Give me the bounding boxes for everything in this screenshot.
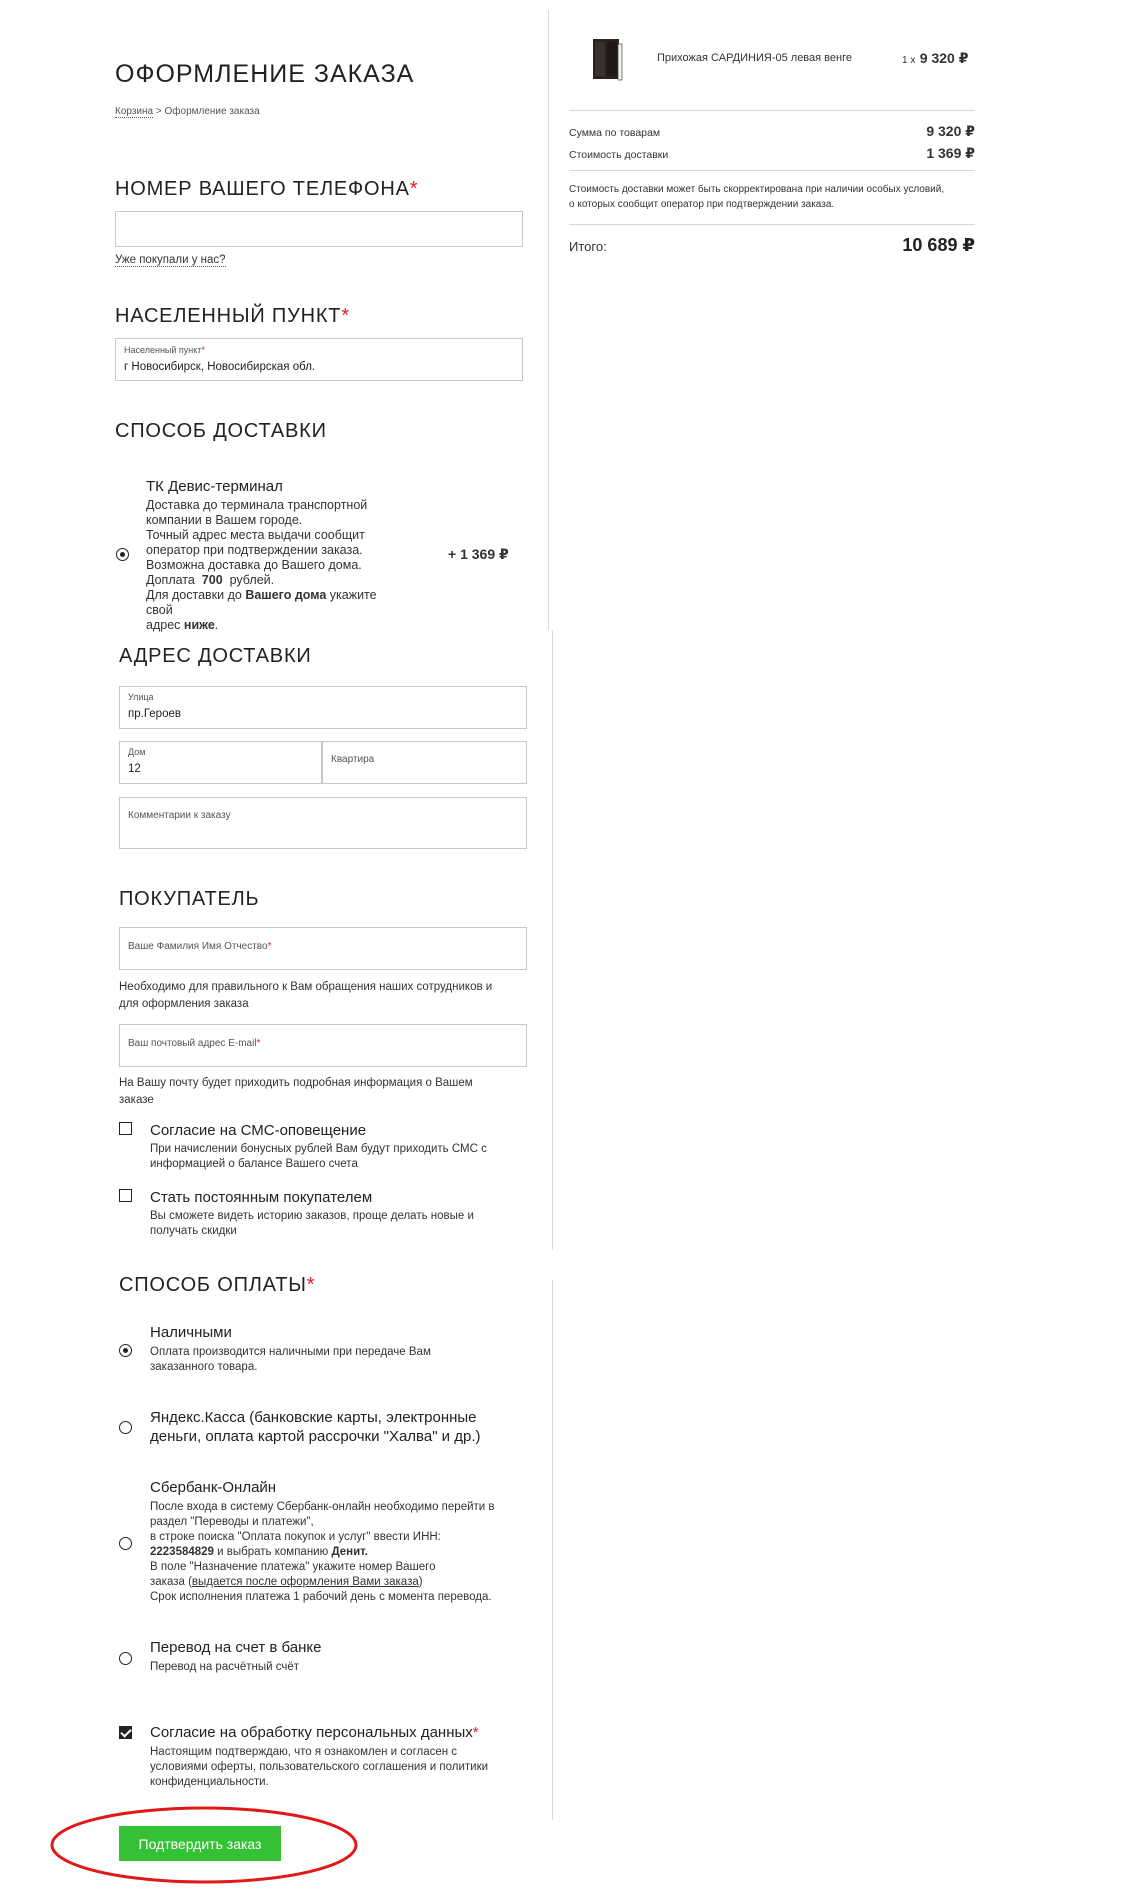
flat-label: Квартира	[331, 754, 375, 765]
required-mark: *	[341, 305, 350, 327]
flat-input[interactable]	[322, 741, 527, 784]
summary-divider	[569, 110, 975, 111]
sber-order-link[interactable]: выдается после оформления Вами заказа	[191, 1576, 419, 1588]
delivery-radio[interactable]	[116, 548, 129, 561]
city-heading	[115, 305, 350, 328]
summary-divider	[569, 224, 975, 225]
consent-desc: Настоящим подтверждаю, что я ознакомлен и согласен с условиями оферты, пользовательского соглашения и политики конфиденциальности.	[150, 1746, 489, 1788]
already-bought-text[interactable]: Уже покупали у нас?	[115, 254, 226, 266]
payment-yandex-radio[interactable]	[119, 1421, 132, 1434]
comment-input[interactable]	[119, 797, 527, 849]
payment-bank-title: Перевод на счет в банке	[150, 1639, 322, 1656]
city-field-label: Населенный пункт*	[124, 345, 205, 355]
cart-item-price: 9 320 ₽	[919, 50, 969, 66]
goods-sum-label: Сумма по товарам	[569, 127, 661, 139]
highlight-ellipse	[48, 1804, 360, 1886]
summary-divider	[569, 170, 975, 171]
delivery-cost-value: 1 369 ₽	[926, 145, 975, 161]
phone-heading-text: НОМЕР ВАШЕГО ТЕЛЕФОНА	[115, 178, 410, 200]
payment-sber-desc: После входа в систему Сбербанк-онлайн необходимо перейти в раздел "Переводы и платежи", в строке поиска "Оплата покупок и услуг" ввести ИНН: 2223584829 и выбрать компанию Денит. В поле "Назначение платежа" укажите номер Вашего заказа (выдается после оформления Вами заказа) Срок исполнения платежа 1 рабочий день с момента перевода.	[150, 1501, 495, 1603]
payment-sber-radio[interactable]	[119, 1537, 132, 1550]
street-value: пр.Героев	[128, 708, 181, 720]
city-heading-text: НАСЕЛЕННЫЙ ПУНКТ	[115, 305, 342, 327]
phone-input[interactable]	[115, 211, 523, 247]
city-input[interactable]	[115, 338, 523, 381]
payment-bank-radio[interactable]	[119, 1652, 132, 1665]
address-heading: АДРЕС ДОСТАВКИ	[119, 645, 312, 667]
delivery-cost-label: Стоимость доставки	[569, 149, 669, 161]
house-input[interactable]	[119, 741, 322, 784]
already-bought-link[interactable]	[115, 254, 226, 266]
goods-sum-value: 9 320 ₽	[926, 123, 975, 139]
house-label: Дом	[128, 747, 146, 757]
cart-item-price-block	[902, 50, 968, 68]
sms-title: Согласие на СМС-оповещение	[150, 1122, 367, 1139]
cart-item-qty: 1 x	[902, 55, 916, 66]
cart-item-name: Прихожая САРДИНИЯ-05 левая венге	[657, 52, 852, 64]
fullname-label: Ваше Фамилия Имя Отчество*	[128, 941, 272, 952]
breadcrumb	[115, 106, 260, 117]
delivery-option-desc: Доставка до терминала транспортной компании в Вашем городе. Точный адрес места выдачи сообщит оператор при подтверждении заказа. Возможна доставка до Вашего дома. Доплата 700 рублей. Для доставки до Вашего дома укажите свой адрес ниже.	[146, 498, 377, 632]
breadcrumb-home-link[interactable]: Корзина	[115, 106, 154, 117]
product-thumbnail	[591, 38, 623, 82]
consent-checkbox[interactable]	[119, 1726, 132, 1739]
total-label: Итого:	[569, 239, 607, 254]
payment-yandex-title: Яндекс.Касса (банковские карты, электронные деньги, оплата картой рассрочки "Халва" и др.)	[150, 1409, 481, 1445]
regular-customer-desc: Вы сможете видеть историю заказов, проще делать новые и получать скидки	[150, 1210, 474, 1237]
confirm-order-button[interactable]: Подтвердить заказ	[119, 1826, 281, 1861]
payment-bank-desc: Перевод на расчётный счёт	[150, 1661, 300, 1673]
buyer-heading: ПОКУПАТЕЛЬ	[119, 888, 260, 910]
delivery-option-price: + 1 369 ₽	[448, 546, 509, 562]
street-label: Улица	[128, 692, 154, 702]
payment-sber-title: Сбербанк-Онлайн	[150, 1479, 277, 1496]
sms-checkbox[interactable]	[119, 1122, 132, 1135]
wardrobe-icon	[591, 38, 623, 82]
payment-heading	[119, 1274, 315, 1297]
required-mark: *	[306, 1274, 316, 1296]
fullname-input[interactable]	[119, 927, 527, 970]
regular-customer-checkbox[interactable]	[119, 1189, 132, 1202]
column-divider	[548, 10, 549, 630]
comment-label: Комментарии к заказу	[128, 810, 231, 821]
payment-cash-radio[interactable]	[119, 1344, 132, 1357]
email-label: Ваш почтовый адрес E-mail*	[128, 1038, 261, 1049]
delivery-option-devis[interactable]	[115, 470, 535, 632]
city-field-value: г Новосибирск, Новосибирская обл.	[124, 361, 316, 373]
sms-desc: При начислении бонусных рублей Вам будут приходить СМС с информацией о балансе Вашего счета	[150, 1143, 487, 1170]
email-hint: На Вашу почту будет приходить подробная информация о Вашем заказе	[119, 1077, 473, 1106]
payment-heading-text: СПОСОБ ОПЛАТЫ	[119, 1274, 307, 1296]
delivery-note: Стоимость доставки может быть скорректирована при наличии особых условий, о которых сообщит оператор при подтверждении заказа.	[569, 184, 945, 210]
street-input[interactable]	[119, 686, 527, 729]
column-divider	[552, 1280, 553, 1820]
required-mark: *	[409, 178, 419, 200]
phone-heading	[115, 178, 418, 201]
total-value: 10 689 ₽	[902, 235, 975, 255]
regular-customer-title: Стать постоянным покупателем	[150, 1189, 373, 1206]
breadcrumb-current: Оформление заказа	[164, 106, 260, 117]
delivery-heading: СПОСОБ ДОСТАВКИ	[115, 420, 327, 442]
payment-cash-desc: Оплата производится наличными при передаче Вам заказанного товара.	[150, 1346, 431, 1373]
page-title: ОФОРМЛЕНИЕ ЗАКАЗА	[115, 60, 415, 88]
breadcrumb-separator: >	[155, 106, 162, 117]
column-divider	[552, 630, 553, 1250]
payment-cash-title: Наличными	[150, 1324, 232, 1341]
delivery-option-title: ТК Девис-терминал	[146, 478, 283, 495]
house-value: 12	[128, 763, 141, 775]
consent-title: Согласие на обработку персональных данных*	[150, 1724, 479, 1741]
email-input[interactable]	[119, 1024, 527, 1067]
fullname-hint: Необходимо для правильного к Вам обращения наших сотрудников и для оформления заказа	[119, 981, 493, 1010]
